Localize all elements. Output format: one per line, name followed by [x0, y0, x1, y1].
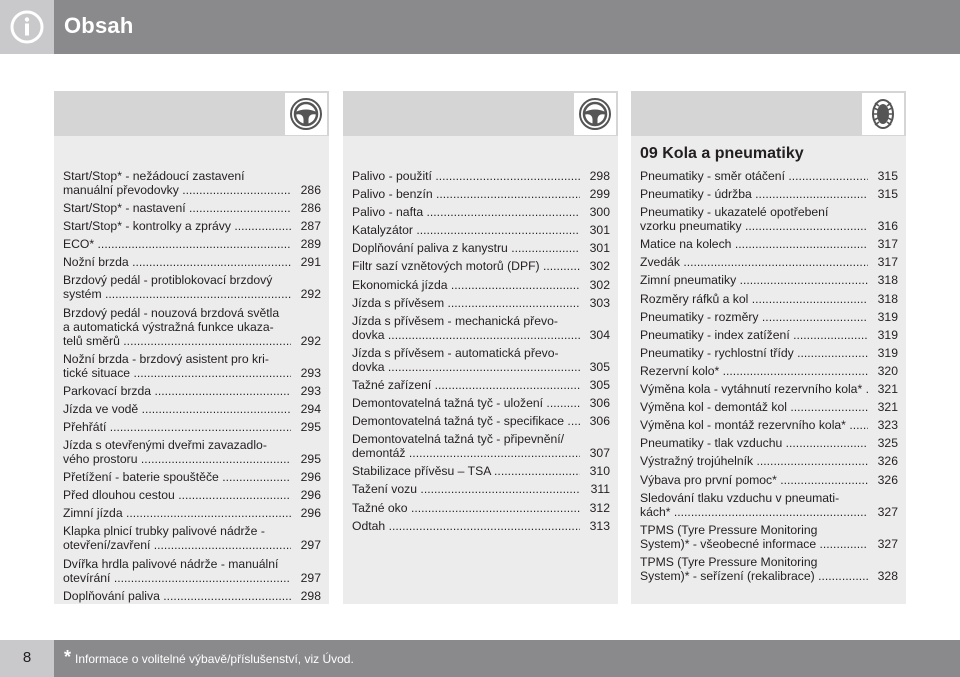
toc-entry-page: 323 [877, 418, 898, 433]
toc-entry[interactable] [352, 187, 610, 201]
column-header [54, 91, 329, 136]
toc-entry[interactable] [352, 414, 610, 428]
toc-entry-line: Doplňování paliva z kanystru ..... [352, 241, 580, 255]
toc-entry[interactable] [640, 237, 898, 251]
toc-entry-page: 312 [589, 500, 610, 515]
toc-entry[interactable] [63, 237, 321, 251]
toc-entry-title [63, 255, 291, 269]
toc-entry-line: Tažné zařízení ..... [352, 378, 580, 392]
toc-entry[interactable] [640, 205, 898, 233]
toc-entry-page: 326 [877, 454, 898, 469]
section-title: 09 Kola a pneumatiky [640, 145, 804, 162]
toc-entry-title [352, 187, 580, 201]
toc-entry-page: 326 [877, 472, 898, 487]
toc-entry-title [63, 352, 291, 380]
toc-entry-title [640, 292, 868, 306]
page-header [0, 0, 960, 54]
toc-list [352, 169, 610, 537]
toc-entry-title [352, 501, 580, 515]
toc-entry-line: Zimní pneumatiky ..... [640, 273, 868, 287]
toc-entry-line: demontáž ..... [352, 446, 580, 460]
toc-entry-title [63, 219, 291, 233]
toc-entry-page: 315 [877, 187, 898, 202]
toc-entry-title [63, 169, 291, 197]
toc-entry-page: 302 [589, 277, 610, 292]
toc-entry-page: 318 [877, 273, 898, 288]
toc-entry-title [640, 310, 868, 324]
toc-entry[interactable] [63, 488, 321, 502]
column-header [343, 91, 618, 136]
toc-entry[interactable] [63, 306, 321, 348]
toc-entry-page: 319 [877, 309, 898, 324]
toc-entry[interactable] [640, 491, 898, 519]
toc-entry-page: 295 [300, 419, 321, 434]
toc-entry[interactable] [63, 352, 321, 380]
toc-entry-line: Start/Stop* - nežádoucí zastavení [63, 169, 245, 183]
toc-entry-title [63, 384, 291, 398]
toc-entry-title [352, 223, 580, 237]
toc-entry-page: 313 [589, 518, 610, 533]
toc-entry[interactable] [640, 364, 898, 378]
toc-entry-title [63, 488, 291, 502]
toc-entry-page: 300 [589, 205, 610, 220]
toc-entry-page: 292 [300, 287, 321, 302]
toc-entry-title [640, 205, 868, 233]
toc-entry-page: 293 [300, 383, 321, 398]
toc-entry-line: Zimní jízda ..... [63, 506, 291, 520]
toc-entry-line: Brzdový pedál - protiblokovací brzdový [63, 273, 273, 288]
toc-entry[interactable] [63, 420, 321, 434]
toc-entry-line: kách* ..... [640, 505, 868, 519]
toc-entry-line: Rezervní kolo* ..... [640, 364, 868, 378]
toc-entry-line: Pneumatiky - ukazatelé opotřebení [640, 205, 829, 220]
toc-entry[interactable] [63, 201, 321, 215]
toc-entry-page: 289 [300, 237, 321, 252]
toc-entry-title [640, 454, 868, 468]
toc-list [640, 169, 898, 587]
toc-entry[interactable] [640, 555, 898, 583]
toc-entry[interactable] [352, 501, 610, 515]
page-title: Obsah [64, 13, 134, 38]
toc-entry-line: Pneumatiky - rychlostní třídy ..... [640, 346, 868, 360]
toc-entry[interactable] [640, 292, 898, 306]
toc-entry-line: Doplňování paliva ..... [63, 589, 291, 603]
toc-entry-page: 291 [300, 255, 321, 270]
toc-entry-title [63, 402, 291, 416]
toc-column-1 [54, 91, 329, 604]
toc-entry[interactable] [63, 219, 321, 233]
toc-entry-page: 302 [589, 259, 610, 274]
toc-entry[interactable] [640, 418, 898, 432]
toc-entry-title [352, 169, 580, 183]
toc-entry-page: 286 [300, 183, 321, 197]
toc-entry-line: Rozměry ráfků a kol ..... [640, 292, 868, 306]
toc-list [63, 169, 321, 607]
toc-entry-title [352, 241, 580, 255]
toc-entry-page: 321 [877, 382, 898, 397]
toc-entry-page: 298 [589, 169, 610, 183]
toc-entry[interactable] [352, 432, 610, 460]
toc-entry-line: a automatická výstražná funkce ukaza- [63, 319, 274, 334]
toc-entry-page: 306 [589, 414, 610, 429]
toc-entry-line: telů směrů ..... [63, 334, 291, 348]
toc-entry-line: Palivo - nafta ..... [352, 205, 580, 219]
toc-entry-line: Tažné oko ..... [352, 501, 580, 515]
toc-entry-title [640, 328, 868, 342]
toc-entry-line: Klapka plnicí trubky palivové nádrže - [63, 524, 265, 539]
toc-entry-title [352, 482, 580, 496]
toc-entry-page: 319 [877, 327, 898, 342]
toc-entry-page: 315 [877, 169, 898, 183]
toc-entry-line: Demontovatelná tažná tyč - uložení ..... [352, 396, 580, 410]
toc-entry-page: 317 [877, 237, 898, 252]
toc-entry-title [640, 382, 868, 396]
toc-entry-page: 321 [877, 400, 898, 415]
toc-entry[interactable] [352, 464, 610, 478]
toc-entry-line: otevírání ..... [63, 571, 291, 585]
toc-entry-line: Filtr sazí vznětových motorů (DPF) ..... [352, 259, 580, 273]
footnote-text: Informace o volitelné výbavě/příslušenství, viz Úvod. [75, 652, 354, 666]
toc-entry-line: Sledování tlaku vzduchu v pneumati- [640, 490, 840, 505]
toc-entry-page: 310 [589, 464, 610, 479]
toc-entry-title [63, 420, 291, 434]
toc-entry-page: 303 [589, 295, 610, 310]
toc-entry-title [640, 187, 868, 201]
toc-entry-line: TPMS (Tyre Pressure Monitoring [640, 522, 818, 537]
toc-entry-line: Pneumatiky - rozměry ..... [640, 310, 868, 324]
tire-icon [866, 97, 900, 131]
toc-entry-page: 298 [300, 588, 321, 603]
toc-entry-line: manuální převodovky ..... [63, 183, 291, 197]
toc-entry[interactable] [352, 346, 610, 374]
toc-entry[interactable] [63, 557, 321, 585]
toc-entry-line: Odtah ..... [352, 519, 580, 533]
toc-entry-page: 301 [589, 241, 610, 256]
toc-column-2 [343, 91, 618, 604]
toc-entry[interactable] [352, 205, 610, 219]
column-icon-box [574, 93, 616, 135]
toc-entry[interactable] [352, 169, 610, 183]
toc-entry-page: 287 [300, 219, 321, 234]
toc-entry-page: 316 [877, 219, 898, 234]
toc-entry[interactable] [640, 382, 898, 396]
toc-entry-page: 305 [589, 359, 610, 374]
toc-entry-line: Jízda s přívěsem ..... [352, 296, 580, 310]
toc-entry-title [352, 396, 580, 410]
page-number-box [0, 640, 54, 677]
toc-entry-line: Parkovací brzda ..... [63, 384, 291, 398]
toc-entry-title [640, 555, 868, 583]
toc-entry-line: System)* - všeobecné informace ..... [640, 537, 868, 551]
toc-entry-line: Pneumatiky - index zatížení ..... [640, 328, 868, 342]
toc-entry[interactable] [352, 278, 610, 292]
steering-wheel-icon [289, 97, 323, 131]
toc-entry-line: Nožní brzda ..... [63, 255, 291, 269]
toc-entry-line: vzorku pneumatiky ..... [640, 219, 868, 233]
toc-entry[interactable] [63, 438, 321, 466]
toc-entry-title [63, 557, 291, 585]
toc-entry-page: 311 [590, 482, 610, 497]
toc-entry-page: 296 [300, 488, 321, 503]
toc-entry[interactable] [640, 273, 898, 287]
toc-entry[interactable] [352, 296, 610, 310]
toc-entry[interactable] [352, 519, 610, 533]
toc-entry-page: 296 [300, 506, 321, 521]
toc-entry-title [63, 524, 291, 552]
toc-column-3 [631, 91, 906, 604]
toc-entry-line: ECO* ..... [63, 237, 291, 251]
toc-entry-page: 305 [589, 377, 610, 392]
toc-entry-line: Start/Stop* - kontrolky a zprávy ..... [63, 219, 291, 233]
toc-entry-title [63, 201, 291, 215]
toc-entry-line: Výměna kol - demontáž kol ..... [640, 400, 868, 414]
toc-entry-page: 325 [877, 436, 898, 451]
toc-entry-line: otevření/zavření ..... [63, 538, 291, 552]
toc-entry-title [640, 346, 868, 360]
toc-entry-title [640, 491, 868, 519]
toc-entry-line: System)* - seřízení (rekalibrace) ..... [640, 569, 868, 583]
toc-entry-line: vého prostoru ..... [63, 452, 291, 466]
toc-entry-line: Výbava pro první pomoc* ..... [640, 473, 868, 487]
toc-entry-line: Pneumatiky - tlak vzduchu ..... [640, 436, 868, 450]
toc-entry[interactable] [640, 400, 898, 414]
toc-entry-line: Palivo - použití ..... [352, 169, 580, 183]
toc-entry-title [352, 519, 580, 533]
toc-entry-line: Jízda ve vodě ..... [63, 402, 291, 416]
toc-entry-line: Nožní brzda - brzdový asistent pro kri- [63, 351, 269, 366]
toc-entry-page: 301 [589, 223, 610, 238]
toc-entry-page: 286 [300, 201, 321, 216]
toc-entry-title [640, 255, 868, 269]
toc-entry[interactable] [63, 402, 321, 416]
page-number: 8 [22, 649, 32, 666]
toc-entry-line: Jízda s přívěsem - automatická převo- [352, 345, 559, 360]
toc-entry-page: 307 [589, 446, 610, 461]
toc-entry-page: 297 [300, 538, 321, 553]
toc-entry-page: 320 [877, 363, 898, 378]
toc-entry[interactable] [352, 241, 610, 255]
toc-entry-line: Dvířka hrdla palivové nádrže - manuální [63, 556, 279, 571]
toc-entry-title [352, 378, 580, 392]
toc-entry[interactable] [352, 482, 610, 496]
toc-entry-line: Start/Stop* - nastavení ..... [63, 201, 291, 215]
toc-entry-title [640, 364, 868, 378]
toc-entry-line: dovka ..... [352, 360, 580, 374]
toc-entry-title [640, 237, 868, 251]
toc-entry[interactable] [640, 328, 898, 342]
toc-entry-line: dovka ..... [352, 328, 580, 342]
toc-entry-line: Výměna kol - montáž rezervního kola* ..... [640, 418, 868, 432]
column-icon-box [285, 93, 327, 135]
toc-entry[interactable] [640, 523, 898, 551]
toc-entry-line: Zvedák ..... [640, 255, 868, 269]
toc-entry-line: Pneumatiky - údržba ..... [640, 187, 868, 201]
toc-entry[interactable] [63, 506, 321, 520]
toc-entry-line: Brzdový pedál - nouzová brzdová světla [63, 305, 280, 320]
toc-entry-line: Stabilizace přívěsu – TSA ..... [352, 464, 580, 478]
toc-entry-line: Výměna kola - vytáhnutí rezervního kola* ..... [640, 382, 868, 396]
toc-entry-line: TPMS (Tyre Pressure Monitoring [640, 554, 818, 569]
toc-entry[interactable] [640, 255, 898, 269]
toc-entry-line: Výstražný trojúhelník ..... [640, 454, 868, 468]
toc-entry-line: Demontovatelná tažná tyč - připevnění/ [352, 432, 565, 447]
toc-entry-page: 292 [300, 333, 321, 348]
toc-entry-title [352, 205, 580, 219]
toc-entry-page: 304 [589, 327, 610, 342]
toc-entry-page: 299 [589, 187, 610, 202]
toc-entry-title [352, 296, 580, 310]
toc-entry-page: 317 [877, 255, 898, 270]
toc-entry-title [640, 473, 868, 487]
toc-entry[interactable] [352, 396, 610, 410]
toc-entry[interactable] [640, 187, 898, 201]
toc-entry-title [352, 414, 580, 428]
toc-entry[interactable] [352, 259, 610, 273]
header-icon-box [0, 0, 54, 54]
column-header [631, 91, 906, 136]
toc-entry-line: tické situace ..... [63, 366, 291, 380]
toc-entry[interactable] [63, 255, 321, 269]
toc-entry-line: Matice na kolech ..... [640, 237, 868, 251]
toc-entry-title [63, 470, 291, 484]
toc-entry[interactable] [640, 169, 898, 183]
toc-entry-title [640, 273, 868, 287]
toc-entry-title [63, 506, 291, 520]
info-icon [9, 9, 45, 45]
toc-entry[interactable] [640, 436, 898, 450]
toc-entry-line: Přetížení - baterie spouštěče ..... [63, 470, 291, 484]
toc-entry-line: Katalyzátor ..... [352, 223, 580, 237]
toc-entry-title [640, 418, 868, 432]
toc-entry-page: 296 [300, 470, 321, 485]
toc-entry-page: 327 [877, 504, 898, 519]
toc-entry-line: Před dlouhou cestou ..... [63, 488, 291, 502]
toc-entry-title [640, 169, 868, 183]
toc-entry-line: Palivo - benzín ..... [352, 187, 580, 201]
toc-entry[interactable] [640, 346, 898, 360]
page-footer [0, 640, 960, 677]
toc-entry-page: 306 [589, 396, 610, 411]
toc-entry-title [640, 436, 868, 450]
toc-entry-title [352, 278, 580, 292]
toc-entry-title [63, 237, 291, 251]
toc-entry-page: 297 [300, 570, 321, 585]
toc-entry[interactable] [640, 473, 898, 487]
toc-entry-title [63, 273, 291, 301]
toc-entry-title [352, 432, 580, 460]
toc-entry-line: systém ..... [63, 287, 291, 301]
toc-entry-page: 327 [877, 536, 898, 551]
toc-entry-title [352, 346, 580, 374]
toc-entry[interactable] [63, 169, 321, 197]
toc-entry[interactable] [63, 384, 321, 398]
toc-entry[interactable] [63, 589, 321, 603]
toc-entry-line: Ekonomická jízda ..... [352, 278, 580, 292]
toc-entry-line: Přehřátí ..... [63, 420, 291, 434]
toc-entry-line: Jízda s otevřenými dveřmi zavazadlo- [63, 438, 267, 453]
footnote-star: * [64, 647, 72, 667]
toc-entry[interactable] [352, 378, 610, 392]
toc-entry-line: Pneumatiky - směr otáčení ..... [640, 169, 868, 183]
toc-entry[interactable] [640, 310, 898, 324]
toc-entry-title [352, 314, 580, 342]
toc-entry-title [63, 438, 291, 466]
toc-entry-line: Demontovatelná tažná tyč - specifikace ..... [352, 414, 580, 428]
toc-entry-line: Jízda s přívěsem - mechanická převo- [352, 313, 558, 328]
toc-entry-title [352, 259, 580, 273]
toc-entry-page: 319 [877, 345, 898, 360]
toc-entry-title [640, 523, 868, 551]
toc-entry-page: 295 [300, 452, 321, 467]
toc-entry-page: 318 [877, 291, 898, 306]
toc-entry-page: 294 [300, 401, 321, 416]
toc-entry-line: Tažení vozu ..... [352, 482, 580, 496]
toc-entry[interactable] [352, 314, 610, 342]
toc-entry[interactable] [63, 524, 321, 552]
toc-entry[interactable] [640, 454, 898, 468]
steering-wheel-icon [578, 97, 612, 131]
toc-entry-page: 293 [300, 365, 321, 380]
toc-entry[interactable] [63, 470, 321, 484]
toc-entry-title [640, 400, 868, 414]
toc-entry[interactable] [63, 273, 321, 301]
toc-entry[interactable] [352, 223, 610, 237]
toc-entry-title [352, 464, 580, 478]
toc-entry-page: 328 [877, 568, 898, 583]
toc-entry-title [63, 589, 291, 603]
toc-entry-title [63, 306, 291, 348]
column-icon-box [862, 93, 904, 135]
